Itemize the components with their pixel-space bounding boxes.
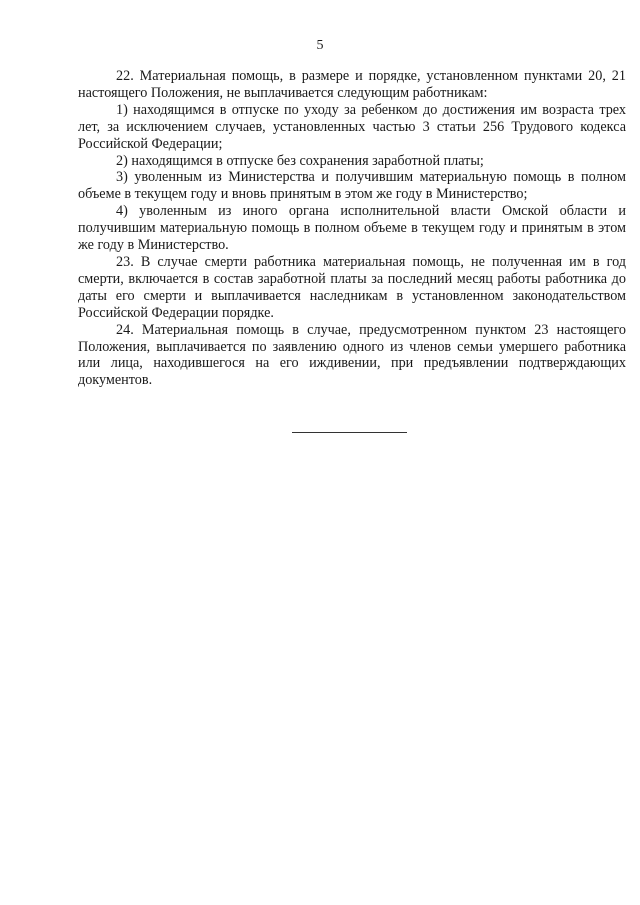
paragraph-23: 23. В случае смерти работника материальная помощь, не полученная им в год смерти, включается в состав заработной платы за последний месяц работы работника до даты его смерти и выплачивается наследникам в установленном законодательством Российской Федерации порядке.	[78, 253, 626, 321]
list-item-2: 2) находящимся в отпуске без сохранения заработной платы;	[116, 152, 484, 169]
list-item-3: 3) уволенным из Министерства и получившим материальную помощь в полном объеме в текущем году и вновь принятым в этом же году в Министерство;	[78, 169, 626, 203]
document-body	[78, 68, 626, 389]
list-item-4: 4) уволенным из иного органа исполнительной власти Омской области и получившим материальную помощь в полном объеме в текущем году и принятым в этом же году в Министерство.	[78, 203, 626, 254]
page-number: 5	[316, 38, 324, 53]
paragraph-24: 24. Материальная помощь в случае, предусмотренном пунктом 23 настоящего Положения, выплачивается по заявлению одного из членов семьи умершего работника или лица, находившегося на его иждивении, при предъявлении подтверждающих документов.	[78, 321, 626, 389]
list-item-1: 1) находящимся в отпуске по уходу за ребенком до достижения им возраста трех лет, за исключением случаев, установленных частью 3 статьи 256 Трудового кодекса Российской Федерации;	[78, 101, 626, 152]
paragraph-22: 22. Материальная помощь, в размере и порядке, установленном пунктами 20, 21 настоящего Положения, не выплачивается следующим работникам:	[78, 68, 626, 101]
closing-rule-divider	[292, 432, 407, 433]
